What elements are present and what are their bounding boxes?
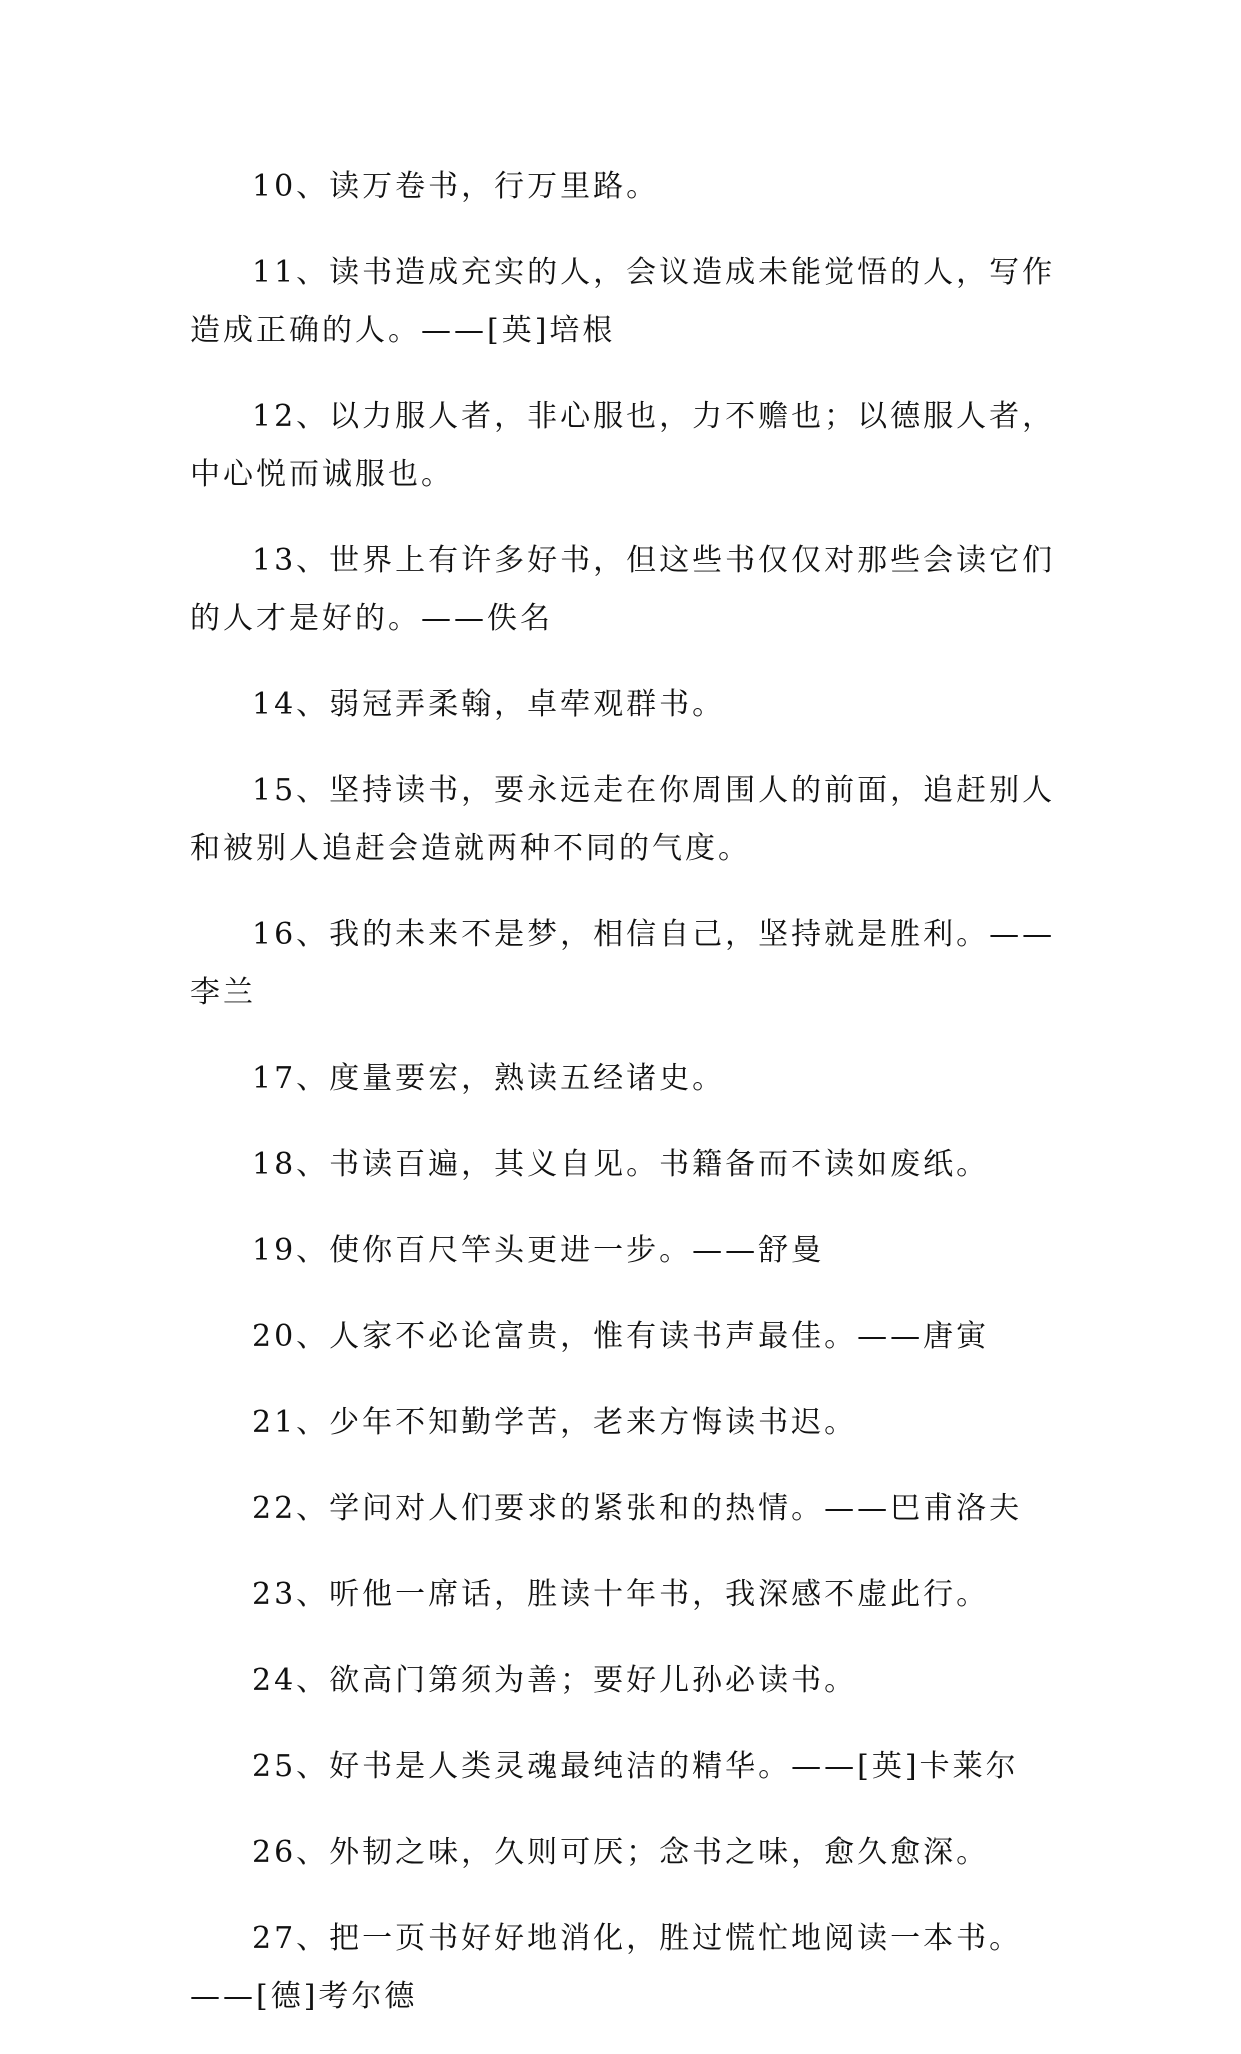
quote-paragraph: 18、书读百遍，其义自见。书籍备而不读如废纸。 — [252, 1147, 990, 1182]
quote-paragraph: 11、读书造成充实的人，会议造成未能觉悟的人，写作造成正确的人。——[英]培根 — [190, 255, 1056, 348]
quote-paragraph: 27、把一页书好好地消化，胜过慌忙地阅读一本书。——[德]考尔德 — [190, 1921, 1023, 2014]
quote-paragraph: 19、使你百尺竿头更进一步。——舒曼 — [252, 1233, 825, 1268]
quote-paragraph: 22、学问对人们要求的紧张和的热情。——巴甫洛夫 — [252, 1491, 1023, 1526]
quote-paragraph: 17、度量要宏，熟读五经诸史。 — [252, 1061, 726, 1096]
quote-paragraph: 14、弱冠弄柔翰，卓荦观群书。 — [252, 687, 726, 722]
quote-paragraph: 15、坚持读书，要永远走在你周围人的前面，追赶别人和被别人追赶会造就两种不同的气度。 — [190, 773, 1056, 866]
quote-list — [190, 158, 1070, 2054]
quote-paragraph: 10、读万卷书，行万里路。 — [252, 169, 660, 204]
quote-paragraph: 21、少年不知勤学苦，老来方悔读书迟。 — [252, 1405, 858, 1440]
quote-paragraph: 13、世界上有许多好书，但这些书仅仅对那些会读它们的人才是好的。——佚名 — [190, 543, 1056, 636]
quote-paragraph: 16、我的未来不是梦，相信自己，坚持就是胜利。——李兰 — [190, 917, 1056, 1010]
quote-paragraph: 12、以力服人者，非心服也，力不赡也；以德服人者，中心悦而诚服也。 — [190, 399, 1056, 492]
quote-paragraph: 26、外韧之味，久则可厌；念书之味，愈久愈深。 — [252, 1835, 990, 1870]
quote-paragraph: 24、欲高门第须为善；要好儿孙必读书。 — [252, 1663, 858, 1698]
quote-paragraph: 23、听他一席话，胜读十年书，我深感不虚此行。 — [252, 1577, 990, 1612]
quote-paragraph: 25、好书是人类灵魂最纯洁的精华。——[英]卡莱尔 — [252, 1749, 1019, 1784]
quote-paragraph: 20、人家不必论富贵，惟有读书声最佳。——唐寅 — [252, 1319, 990, 1354]
